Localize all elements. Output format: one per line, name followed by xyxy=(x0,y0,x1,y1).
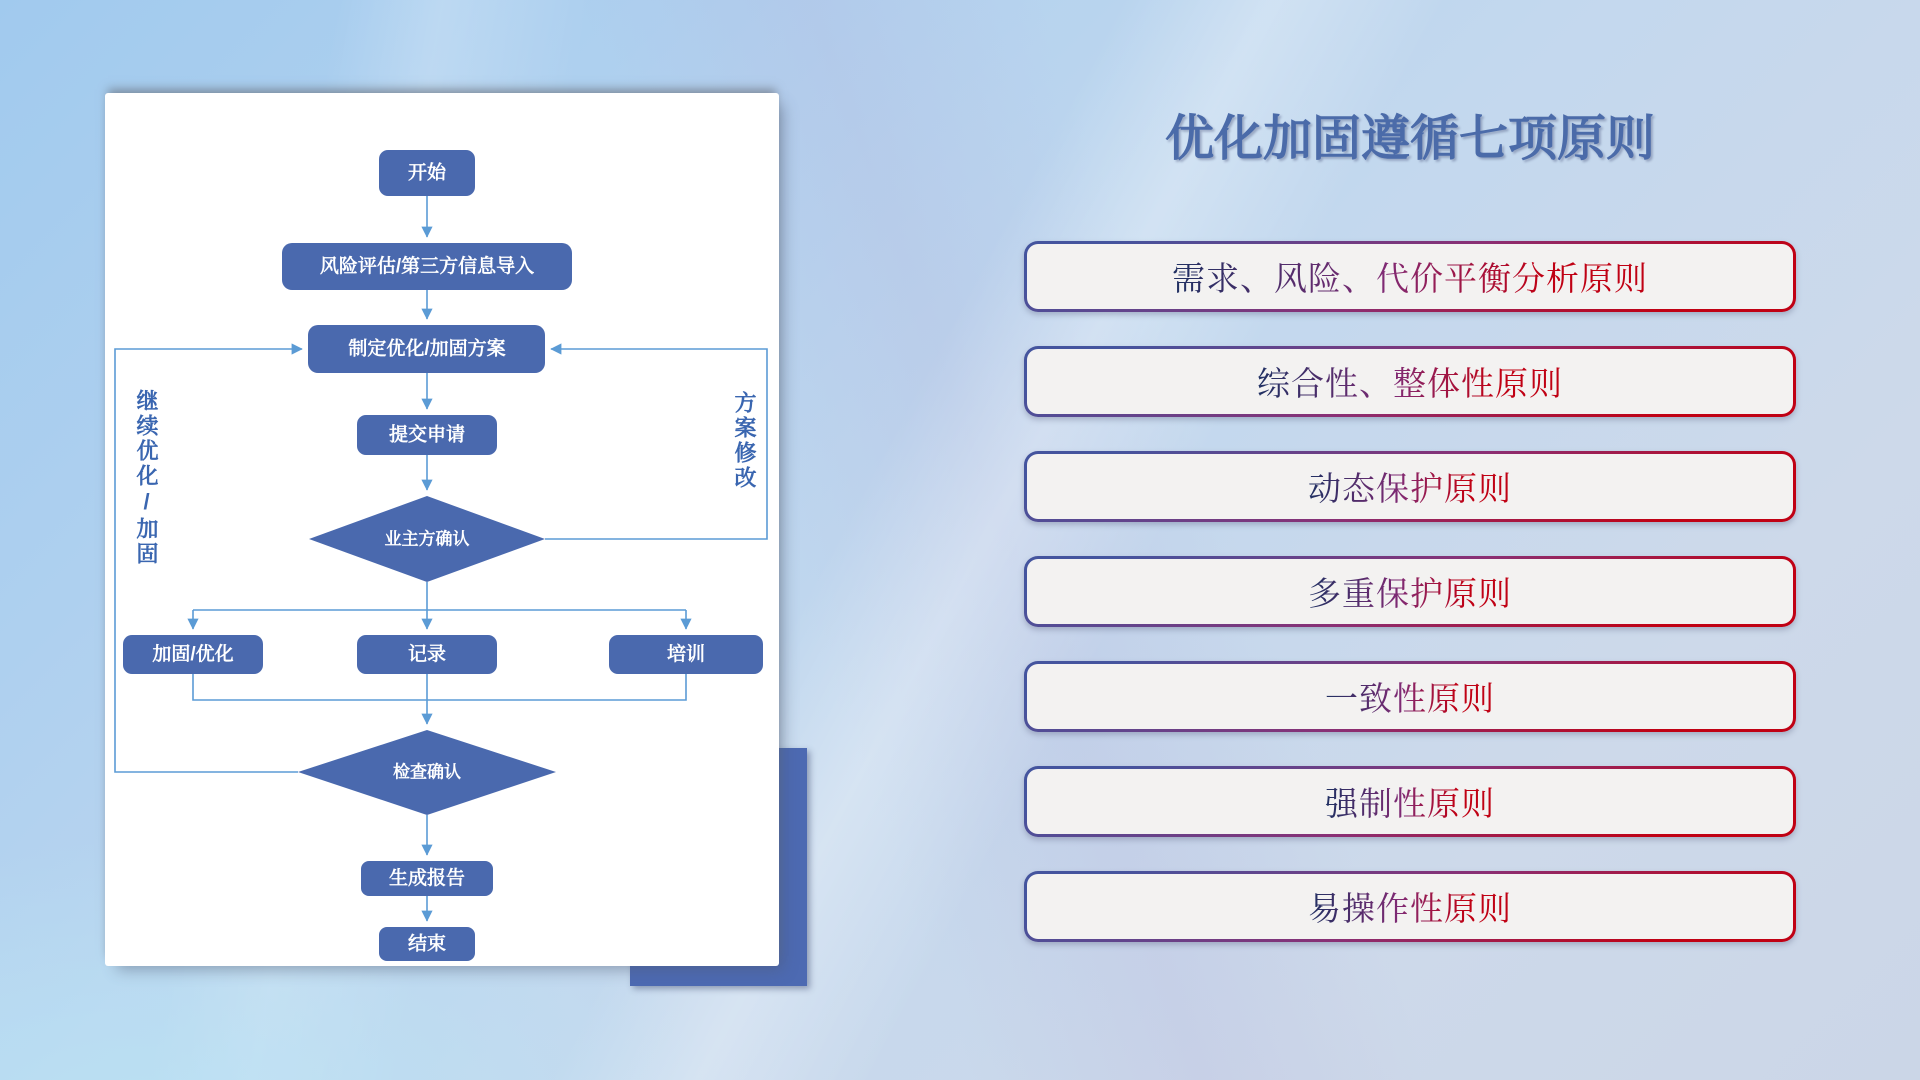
principle-item-3-label: 动态保护原则 xyxy=(1308,463,1512,510)
node-risk-import xyxy=(282,243,572,290)
flowchart-canvas xyxy=(105,93,779,966)
loop-label-continue-optimize: 继续优化/加固 xyxy=(134,389,159,567)
node-owner-confirm xyxy=(309,496,545,582)
principle-item-5-label: 一致性原则 xyxy=(1325,673,1495,720)
node-start-label: 开始 xyxy=(407,162,447,184)
principle-item-6 xyxy=(1024,766,1796,837)
node-submit-label: 提交申请 xyxy=(388,424,466,446)
principle-item-1-label: 需求、风险、代价平衡分析原则 xyxy=(1172,253,1648,300)
page-title: 优化加固遵循七项原则 xyxy=(1164,112,1655,166)
node-risk-import-label: 风险评估/第三方信息导入 xyxy=(319,256,535,277)
node-report-label: 生成报告 xyxy=(388,868,466,889)
node-check-confirm xyxy=(298,730,556,815)
edge-merge-bar xyxy=(193,674,686,700)
principle-item-4 xyxy=(1024,556,1796,627)
node-record-label: 记录 xyxy=(407,644,447,665)
principle-item-4-label: 多重保护原则 xyxy=(1308,568,1512,615)
principle-item-5 xyxy=(1024,661,1796,732)
principles-list xyxy=(1024,241,1796,976)
node-training-label: 培训 xyxy=(666,644,706,665)
node-harden-label: 加固/优化 xyxy=(152,644,234,665)
node-check-confirm-label: 检查确认 xyxy=(393,762,461,782)
flowchart-card xyxy=(105,93,779,966)
principle-item-1 xyxy=(1024,241,1796,312)
principle-item-2 xyxy=(1024,346,1796,417)
loop-label-plan-revise: 方案修改 xyxy=(732,391,757,491)
node-report xyxy=(361,861,493,896)
node-record xyxy=(357,635,497,674)
node-training xyxy=(609,635,763,674)
principle-item-3 xyxy=(1024,451,1796,522)
node-make-plan xyxy=(308,325,545,373)
principle-item-6-label: 强制性原则 xyxy=(1325,778,1495,825)
node-start xyxy=(379,150,475,196)
node-submit xyxy=(357,415,497,455)
node-owner-confirm-label: 业主方确认 xyxy=(384,529,470,549)
node-make-plan-label: 制定优化/加固方案 xyxy=(348,338,506,360)
principle-item-2-label: 综合性、整体性原则 xyxy=(1257,358,1563,405)
node-harden xyxy=(123,635,263,674)
node-end xyxy=(379,927,475,961)
principle-item-7 xyxy=(1024,871,1796,942)
node-end-label: 结束 xyxy=(407,933,447,955)
principle-item-7-label: 易操作性原则 xyxy=(1308,883,1512,930)
